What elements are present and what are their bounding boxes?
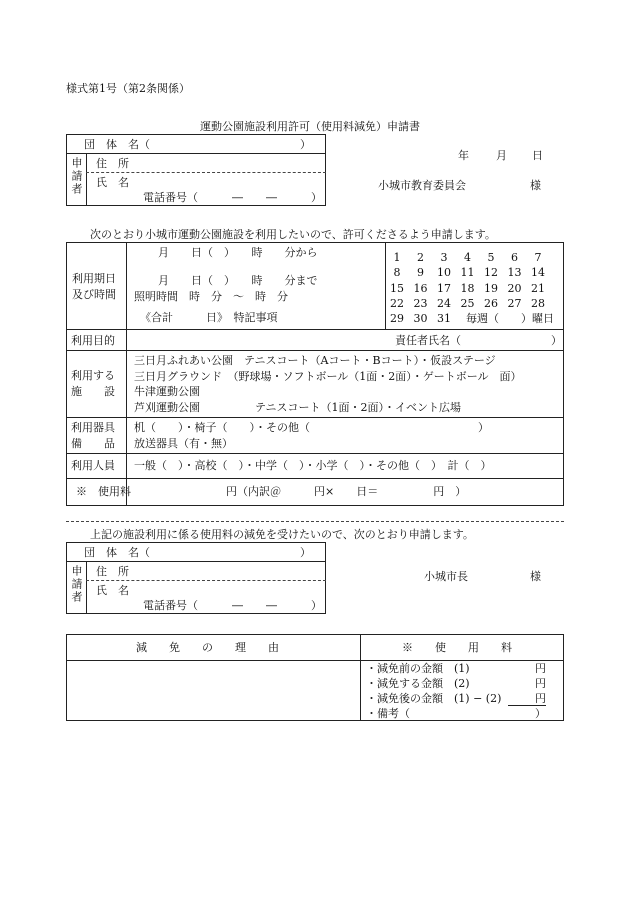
form-number: 様式第1号（第2条関係） — [66, 82, 190, 95]
calendar-day: 4 — [464, 251, 471, 264]
fee-label: ※ 使用料 — [76, 485, 131, 498]
calendar-day: 21 — [531, 281, 545, 295]
applicant-side-label: 申請者 — [70, 157, 83, 196]
lighting-time-line: 照明時間 時 分 ～ 時 分 — [134, 290, 288, 303]
calendar-day: 10 — [437, 266, 451, 280]
calendar-day: 13 — [507, 266, 522, 280]
calendar-day: 29 — [390, 312, 404, 326]
equipment-line-1: 机（ ）・椅子（ ）・その他（ — [134, 421, 310, 434]
calendar-day: 8 — [393, 266, 401, 280]
name-label: 氏 名 — [96, 176, 129, 189]
date-month: 月 — [496, 149, 507, 162]
weekly-label: 毎週（ ）曜日 — [466, 312, 554, 325]
fee-before-reduction: ・減免前の金額 (1) — [366, 662, 470, 675]
users-line: 一般（ ）・高校（ ）・中学（ ）・小学（ ）・その他（ ） 計（ ） — [134, 459, 492, 472]
remarks-label: ・備考（ — [366, 707, 410, 720]
form-title: 運動公園施設利用許可（使用料減免）申請書 — [200, 120, 420, 133]
calendar-day: 3 — [440, 251, 448, 264]
recipient-honorific-1: 様 — [530, 179, 541, 192]
calendar-day: 11 — [460, 266, 475, 280]
section-separator — [66, 521, 564, 522]
facility-line-4: 芦刈運動公園 テニスコート（1面・2面）・イベント広場 — [134, 401, 462, 414]
phone-label: 電話番号（ — [143, 191, 198, 204]
applicant-side-label-2: 申請者 — [70, 565, 83, 604]
calendar-day: 15 — [390, 281, 404, 295]
intro-text-2: 上記の施設利用に係る使用料の減免を受けたいので、次のとおり申請します。 — [90, 528, 474, 541]
calendar-day: 19 — [484, 281, 498, 295]
usage-from-line: 月 日（ ） 時 分から — [158, 246, 318, 259]
calendar-day: 2 — [417, 251, 424, 264]
fee-after-reduction: ・減免後の金額 (1) − (2) — [366, 692, 502, 705]
calendar-day: 12 — [484, 266, 498, 280]
date-year: 年 — [458, 149, 469, 162]
calendar-day: 17 — [437, 281, 451, 295]
date-day: 日 — [532, 149, 543, 162]
facility-label: 利用する — [71, 369, 115, 382]
usage-to-line: 月 日（ ） 時 分まで — [158, 274, 318, 287]
equipment-line-2: 放送器具（有・無） — [134, 437, 233, 450]
calendar-day: 30 — [413, 312, 428, 326]
phone-label-2: 電話番号（ — [143, 599, 198, 612]
name-label-2: 氏 名 — [96, 584, 129, 597]
calendar-day: 27 — [507, 296, 522, 310]
recipient-honorific-2: 様 — [530, 570, 541, 583]
calendar-day: 6 — [511, 251, 518, 264]
address-label-2: 住 所 — [96, 565, 129, 578]
usage-period-label: 利用期日 — [72, 272, 116, 285]
calendar-day: 24 — [437, 296, 451, 310]
address-label: 住 所 — [96, 157, 129, 170]
calendar-day: 9 — [417, 266, 424, 280]
purpose-label: 利用目的 — [71, 334, 115, 347]
reduction-fee-header: ※ 使 用 料 — [402, 641, 512, 654]
calendar-day: 1 — [393, 251, 401, 264]
recipient-name-2: 小城市長 — [424, 570, 468, 583]
calendar-day: 14 — [531, 266, 545, 280]
calendar-day: 18 — [460, 281, 475, 295]
total-days-line: 《合計 日》 特記事項 — [140, 311, 278, 324]
fee-breakdown: 円（内訳＠ 円× 日＝ 円 ） — [226, 485, 467, 498]
calendar-day: 26 — [484, 296, 498, 310]
facility-line-3: 牛津運動公園 — [134, 385, 200, 398]
calendar-day: 23 — [413, 296, 428, 310]
intro-text-1: 次のとおり小城市運動公園施設を利用したいので、許可くださるよう申請します。 — [90, 228, 496, 241]
equipment-label: 利用器具 — [71, 421, 115, 434]
calendar-day: 7 — [534, 251, 542, 264]
calendar-day: 5 — [487, 251, 495, 264]
facility-line-2: 三日月グラウンド （野球場・ソフトボール（1面・2面）・ゲートボール 面） — [134, 370, 522, 383]
calendar-day: 28 — [531, 296, 545, 310]
reduction-reason-header: 減 免 の 理 由 — [136, 641, 279, 654]
responsible-person-label: 責任者氏名（ — [395, 334, 461, 347]
org-name-label: 団 体 名（ — [84, 138, 150, 151]
calendar-day: 16 — [413, 281, 428, 295]
calendar-day: 25 — [460, 296, 475, 310]
users-label: 利用人員 — [71, 459, 115, 472]
facility-line-1: 三日月ふれあい公園 テニスコート（Aコート・Bコート）・仮設ステージ — [134, 354, 496, 367]
calendar-day: 20 — [507, 281, 522, 295]
recipient-name-1: 小城市教育委員会 — [378, 179, 466, 192]
reduction-amount: ・減免する金額 (2) — [366, 677, 470, 690]
calendar-day: 31 — [437, 312, 451, 326]
org-name-label-2: 団 体 名（ — [84, 546, 150, 559]
calendar-day: 22 — [390, 296, 404, 310]
